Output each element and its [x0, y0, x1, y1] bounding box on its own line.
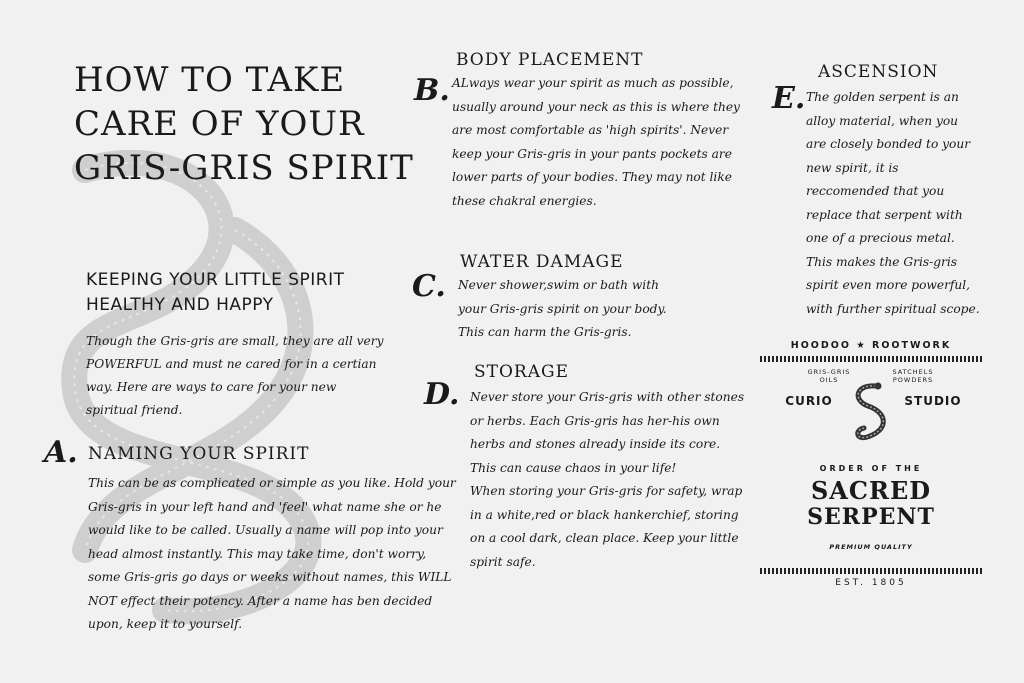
page-title: HOW TO TAKE CARE OF YOUR GRIS-GRIS SPIRIT [74, 60, 414, 188]
badge-top-bar [760, 356, 982, 362]
badge-quality-text: PREMIUM QUALITY [829, 543, 913, 551]
section-d-text: Never store your Gris-gris with other stones or herbs. Each Gris-gris has her-his own herbs and stones already inside its core. This can cause chaos in your life! When storing your Gris-gris for safety, wrap in a white,red or black hankerchief, storing on a cool dark, clean place. Keep your little spirit safe. [470, 390, 745, 569]
badge-right-word: STUDIO [904, 394, 962, 408]
section-a-text: This can be as complicated or simple as you like. Hold your Gris-gris in your left hand and 'feel' what name she or he would like to be called. Usually a name will pop into your head almost instantly. This may take time, don't worry, some Gris-gris go days or weeks without names, this WILL NOT effect their potency. After a name has ben decided upon, keep it to yourself. [88, 476, 456, 631]
curio-studio-badge [760, 340, 982, 590]
section-d-letter: D. [424, 377, 460, 412]
section-b-heading: BODY PLACEMENT [456, 50, 644, 70]
section-e-letter: E. [772, 81, 806, 116]
section-e-heading: ASCENSION [818, 62, 939, 82]
badge-left-small: GRIS-GRIS OILS [807, 368, 851, 384]
section-c-heading: WATER DAMAGE [460, 252, 624, 272]
badge-bottom-bar [760, 568, 982, 574]
serpent-logo-icon [846, 380, 896, 450]
section-a-heading: NAMING YOUR SPIRIT [88, 444, 310, 464]
badge-name-2: SERPENT [807, 504, 935, 530]
section-e-text: The golden serpent is an alloy material, when you are closely bonded to your new spirit, it is reccomended that you replace that serpent with one of a precious metal. This makes the Gris-gris spirit even more powerful, with further spiritual scope. [806, 90, 980, 316]
section-c-text: Never shower,swim or bath with your Gris-gris spirit on your body. This can harm the Gris-gris. [458, 278, 667, 339]
badge-right-small: SATCHELS POWDERS [892, 368, 934, 384]
section-b-text: ALways wear your spirit as much as possible, usually around your neck as this is where they are most comfortable as 'high spirits'. Never keep your Gris-gris in your pants pockets are lower parts of your bodies. They may not like these chakral energies. [452, 76, 740, 208]
badge-top-text: HOODOO ★ ROOTWORK [790, 340, 952, 351]
page-subtitle: KEEPING YOUR LITTLE SPIRIT HEALTHY AND HAPPY [86, 270, 345, 315]
section-a-letter: A. [44, 435, 78, 470]
section-c-letter: C. [412, 269, 446, 304]
badge-order-text: ORDER OF THE [819, 464, 923, 473]
badge-left-word: CURIO [785, 394, 833, 408]
badge-est-text: EST. 1805 [835, 578, 907, 588]
section-d-heading: STORAGE [474, 362, 569, 382]
section-b-letter: B. [414, 73, 450, 108]
intro-text: Though the Gris-gris are small, they are all very POWERFUL and must ne cared for in a certian way. Here are ways to care for your new spiritual friend. [86, 334, 384, 417]
badge-name-1: SACRED [810, 476, 932, 505]
